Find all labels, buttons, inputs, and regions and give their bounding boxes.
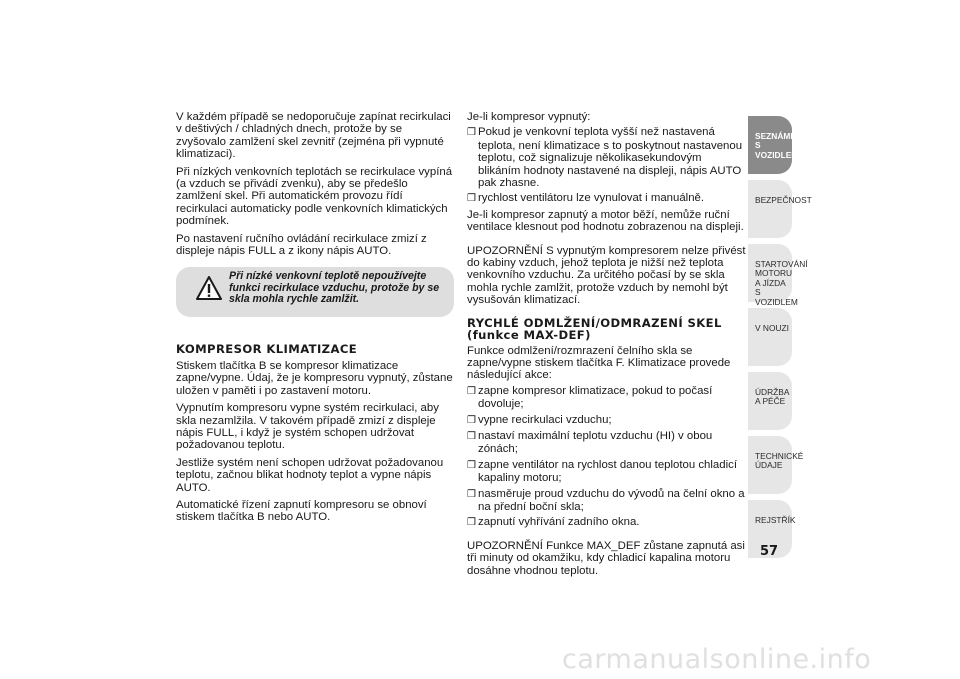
tab-bezpecnost[interactable]: BEZPEČNOST (748, 180, 792, 238)
list-item: ❒ zapne kompresor klimatizace, pokud to počasí dovoluje; (467, 384, 713, 411)
checkbox-bullet-icon: ❒ (467, 414, 476, 426)
warning-text: Při nízké venkovní teplotě nepoužívejte funkci recirkulace vzduchu, protože by se skla mohla rychle zamlžit. (229, 270, 440, 306)
paragraph: Automatické řízení zapnutí kompresoru se obnoví stiskem tlačítka B nebo AUTO. (176, 498, 427, 524)
checkbox-bullet-icon: ❒ (467, 193, 476, 205)
right-column (467, 111, 747, 582)
paragraph: V každém případě se nedoporučuje zapínat recirkulaci v deštivých / chladných dnech, protože by se zvyšovalo zamlžení skel zevnitř (zejména při vypnuté klimatizaci). (176, 111, 451, 161)
watermark: carmanualsonline.info (562, 644, 872, 675)
chapter-tabs (748, 116, 812, 564)
warning-triangle-icon (196, 275, 222, 301)
left-column (176, 111, 454, 529)
paragraph: Stiskem tlačítka B se kompresor klimatizace zapne/vypne. Údaj, že je kompresoru vypnutý, zůstane uložen v paměti i po zastavení motoru. (176, 359, 453, 397)
page-number: 57 (760, 544, 779, 559)
checkbox-bullet-icon: ❒ (467, 488, 476, 500)
list-item: ❒ nastaví maximální teplotu vzduchu (HI) v obou zónách; (467, 429, 713, 456)
paragraph: Vypnutím kompresoru vypne systém recirkulaci, aby skla nezamlžila. V takovém případě zmizí z displeje nápis FULL, i když je systém schopen udržovat požadovanou teplotu. (176, 402, 439, 452)
paragraph: Je-li kompresor vypnutý: (467, 111, 591, 123)
paragraph: Jestliže systém není schopen udržovat požadovanou teplotu, začnou blikat hodnoty teplot a vypne nápis AUTO. (176, 456, 444, 494)
list-item: ❒ rychlost ventilátoru lze vynulovat i manuálně. (467, 192, 705, 205)
list-item: ❒ vypne recirkulaci vzduchu; (467, 413, 612, 426)
checkbox-bullet-icon: ❒ (467, 385, 476, 397)
paragraph: Funkce odmlžení/rozmrazení čelního skla se zapne/vypne stiskem tlačítka F. Klimatizace provede následující akce: (467, 344, 731, 382)
checkbox-bullet-icon: ❒ (467, 459, 476, 471)
paragraph: Po nastavení ručního ovládání recirkulace zmizí z displeje nápis FULL a z ikony nápis AUTO. (176, 232, 427, 258)
checkbox-bullet-icon: ❒ (467, 517, 476, 529)
list-item: ❒ zapne ventilátor na rychlost danou teplotou chladicí kapaliny motoru; (467, 458, 737, 485)
tab-rejstrik[interactable]: REJSTŘÍK (748, 500, 792, 558)
tab-udrzba[interactable]: ÚDRŽBA A PÉČE (748, 372, 792, 430)
tab-technicke-udaje[interactable]: TECHNICKÉ ÚDAJE (748, 436, 792, 494)
warning-box (176, 267, 454, 317)
note: UPOZORNĚNÍ S vypnutým kompresorem nelze přivést do kabiny vzduch, jehož teplota je nižší než teplota venkovního vzduchu. Za určitého počasí by se skla mohla rychle zamlžit, protože vzduch by nemohl být vysušován klimatizací. (467, 244, 746, 307)
tab-v-nouzi[interactable]: V NOUZI (748, 308, 792, 366)
checkbox-bullet-icon: ❒ (467, 430, 476, 442)
list-item: ❒ zapnutí vyhřívání zadního okna. (467, 516, 640, 529)
checkbox-bullet-icon: ❒ (467, 127, 476, 139)
tab-seznameni-s-vozidlem[interactable]: SEZNÁMENÍ S VOZIDLEM (748, 116, 792, 174)
list-item: ❒ nasměruje proud vzduchu do vývodů na čelní okno a na přední boční skla; (467, 487, 745, 513)
paragraph: Je-li kompresor zapnutý a motor běží, nemůže ruční ventilace klesnout pod hodnotu zobrazenou na displeji. (467, 208, 744, 234)
paragraph: Při nízkých venkovních teplotách se recirkulace vypíná (a vzduch se přivádí zvenku), aby se předešlo zamlžení skel. Při automatickém provozu řídí recirkulaci automaticky podle venkovních klimatických podmínek. (176, 165, 453, 228)
section-title: KOMPRESOR KLIMATIZACE (176, 342, 358, 357)
tab-startovani[interactable]: STARTOVÁNÍ MOTORU A JÍZDA S VOZIDLEM (748, 244, 792, 302)
list-item: ❒ Pokud je venkovní teplota vyšší než nastavená teplota, není klimatizace s to poskytnout nastavenou teplotu, což signalizuje několikasekundovým blikáním hodnoty nastavené na displeji, nápis AUTO pak zhasne. (467, 126, 743, 190)
section-title: RYCHLÉ ODMLŽENÍ/ODMRAZENÍ SKEL (funkce MAX-DEF) (467, 315, 722, 343)
note: UPOZORNĚNÍ Funkce MAX_DEF zůstane zapnutá asi tři minuty od okamžiku, kdy chladicí kapalina motoru dosáhne vhodnou teplotu. (467, 539, 745, 577)
